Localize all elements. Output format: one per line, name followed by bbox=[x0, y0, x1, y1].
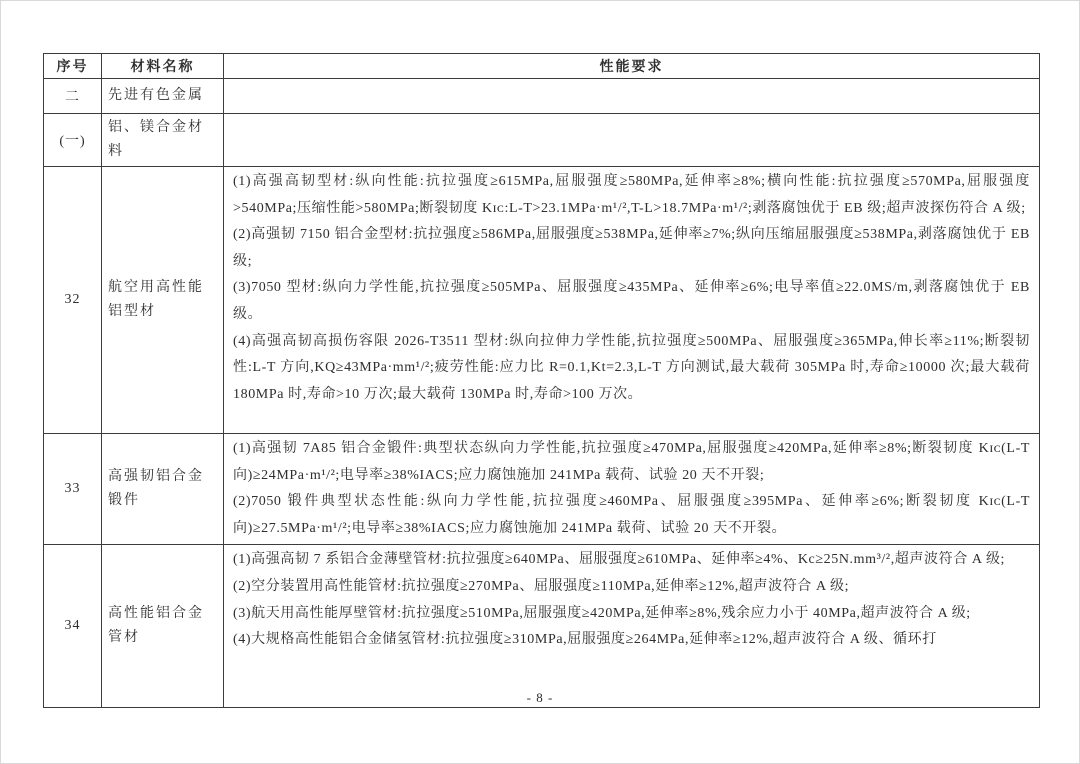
material-name-cell: 高性能铝合金管材 bbox=[102, 545, 224, 708]
performance-paragraph: (4)高强高韧高损伤容限 2026-T3511 型材:纵向拉伸力学性能,抗拉强度≥500MPa、屈服强度≥365MPa,伸长率≥11%;断裂韧性:L-T 方向,KQ≥43MPa·mm¹/²;疲劳性能:应力比 R=0.1,Kt=2.3,L-T 方向测试,最大载荷 305MPa 时,寿命≥10000 次;最大载荷 180MPa 时,寿命>10 万次;最大载荷 130MPa 时,寿命>100 万次。 bbox=[233, 333, 1030, 402]
performance-paragraph: (4)大规格高性能铝合金储氢管材:抗拉强度≥310MPa,屈服强度≥264MPa,延伸率≥12%,超声波符合 A 级、循环打 bbox=[233, 632, 937, 648]
performance-cell bbox=[224, 434, 1040, 545]
performance-paragraph: (1)高强高韧型材:纵向性能:抗拉强度≥615MPa,屈服强度≥580MPa,延伸率≥8%;横向性能:抗拉强度≥570MPa,屈服强度>540MPa;压缩性能>580MPa;断裂韧度 Kɪᴄ:L-T>23.1MPa·m¹/²,T-L>18.7MPa·m¹/²;剥落腐蚀优于 EB 级;超声波探伤符合 A 级; bbox=[233, 174, 1030, 216]
table-row-33 bbox=[44, 434, 1040, 545]
materials-catalog-table bbox=[43, 53, 1040, 708]
performance-cell bbox=[224, 167, 1040, 434]
performance-cell bbox=[224, 545, 1040, 708]
performance-cell-empty bbox=[224, 114, 1040, 167]
col-header-index: 序号 bbox=[44, 54, 102, 79]
material-name-cell: 航空用高性能铝型材 bbox=[102, 167, 224, 434]
performance-paragraph: (2)7050 锻件典型状态性能:纵向力学性能,抗拉强度≥460MPa、屈服强度≥395MPa、延伸率≥6%;断裂韧度 Kɪᴄ(L-T 向)≥27.5MPa·m¹/²;电导率≥38%IACS;应力腐蚀施加 241MPa 载荷、试验 20 天不开裂。 bbox=[233, 494, 1030, 536]
performance-paragraph: (2)空分装置用高性能管材:抗拉强度≥270MPa、屈服强度≥110MPa,延伸率≥12%,超声波符合 A 级; bbox=[233, 578, 850, 594]
table-row-section bbox=[44, 79, 1040, 114]
performance-paragraph: (3)7050 型材:纵向力学性能,抗拉强度≥505MPa、屈服强度≥435MPa、延伸率≥6%;电导率值≥22.0MS/m,剥落腐蚀优于 EB 级。 bbox=[233, 280, 1030, 322]
row-index-cell: 32 bbox=[44, 167, 102, 434]
table-header-row bbox=[44, 54, 1040, 79]
performance-paragraph: (1)高强韧 7A85 铝合金锻件:典型状态纵向力学性能,抗拉强度≥470MPa,屈服强度≥420MPa,延伸率≥8%;断裂韧度 Kɪᴄ(L-T 向)≥24MPa·m¹/²;电导率≥38%IACS;应力腐蚀施加 241MPa 载荷、试验 20 天不开裂; bbox=[233, 441, 1030, 483]
material-name-cell: 先进有色金属 bbox=[102, 79, 224, 114]
col-header-material-name: 材料名称 bbox=[102, 54, 224, 79]
material-name-cell: 高强韧铝合金锻件 bbox=[102, 434, 224, 545]
col-header-performance: 性能要求 bbox=[224, 54, 1040, 79]
table-row-32 bbox=[44, 167, 1040, 434]
table-row-34 bbox=[44, 545, 1040, 708]
performance-paragraph: (1)高强高韧 7 系铝合金薄壁管材:抗拉强度≥640MPa、屈服强度≥610MPa、延伸率≥4%、Kc≥25N.mm³/²,超声波符合 A 级; bbox=[233, 552, 1006, 568]
row-index-cell: 34 bbox=[44, 545, 102, 708]
page-number: - 8 - bbox=[526, 690, 554, 705]
performance-paragraph: (2)高强韧 7150 铝合金型材:抗拉强度≥586MPa,屈服强度≥538MPa,延伸率≥7%;纵向压缩屈服强度≥538MPa,剥落腐蚀优于 EB 级; bbox=[233, 227, 1030, 269]
row-index-cell: 二 bbox=[44, 79, 102, 114]
material-name-cell: 铝、镁合金材料 bbox=[102, 114, 224, 167]
performance-paragraph: (3)航天用高性能厚壁管材:抗拉强度≥510MPa,屈服强度≥420MPa,延伸率≥8%,残余应力小于 40MPa,超声波符合 A 级; bbox=[233, 605, 971, 621]
row-index-cell: (一) bbox=[44, 114, 102, 167]
row-index-cell: 33 bbox=[44, 434, 102, 545]
performance-cell-empty bbox=[224, 79, 1040, 114]
table-row-subsection bbox=[44, 114, 1040, 167]
